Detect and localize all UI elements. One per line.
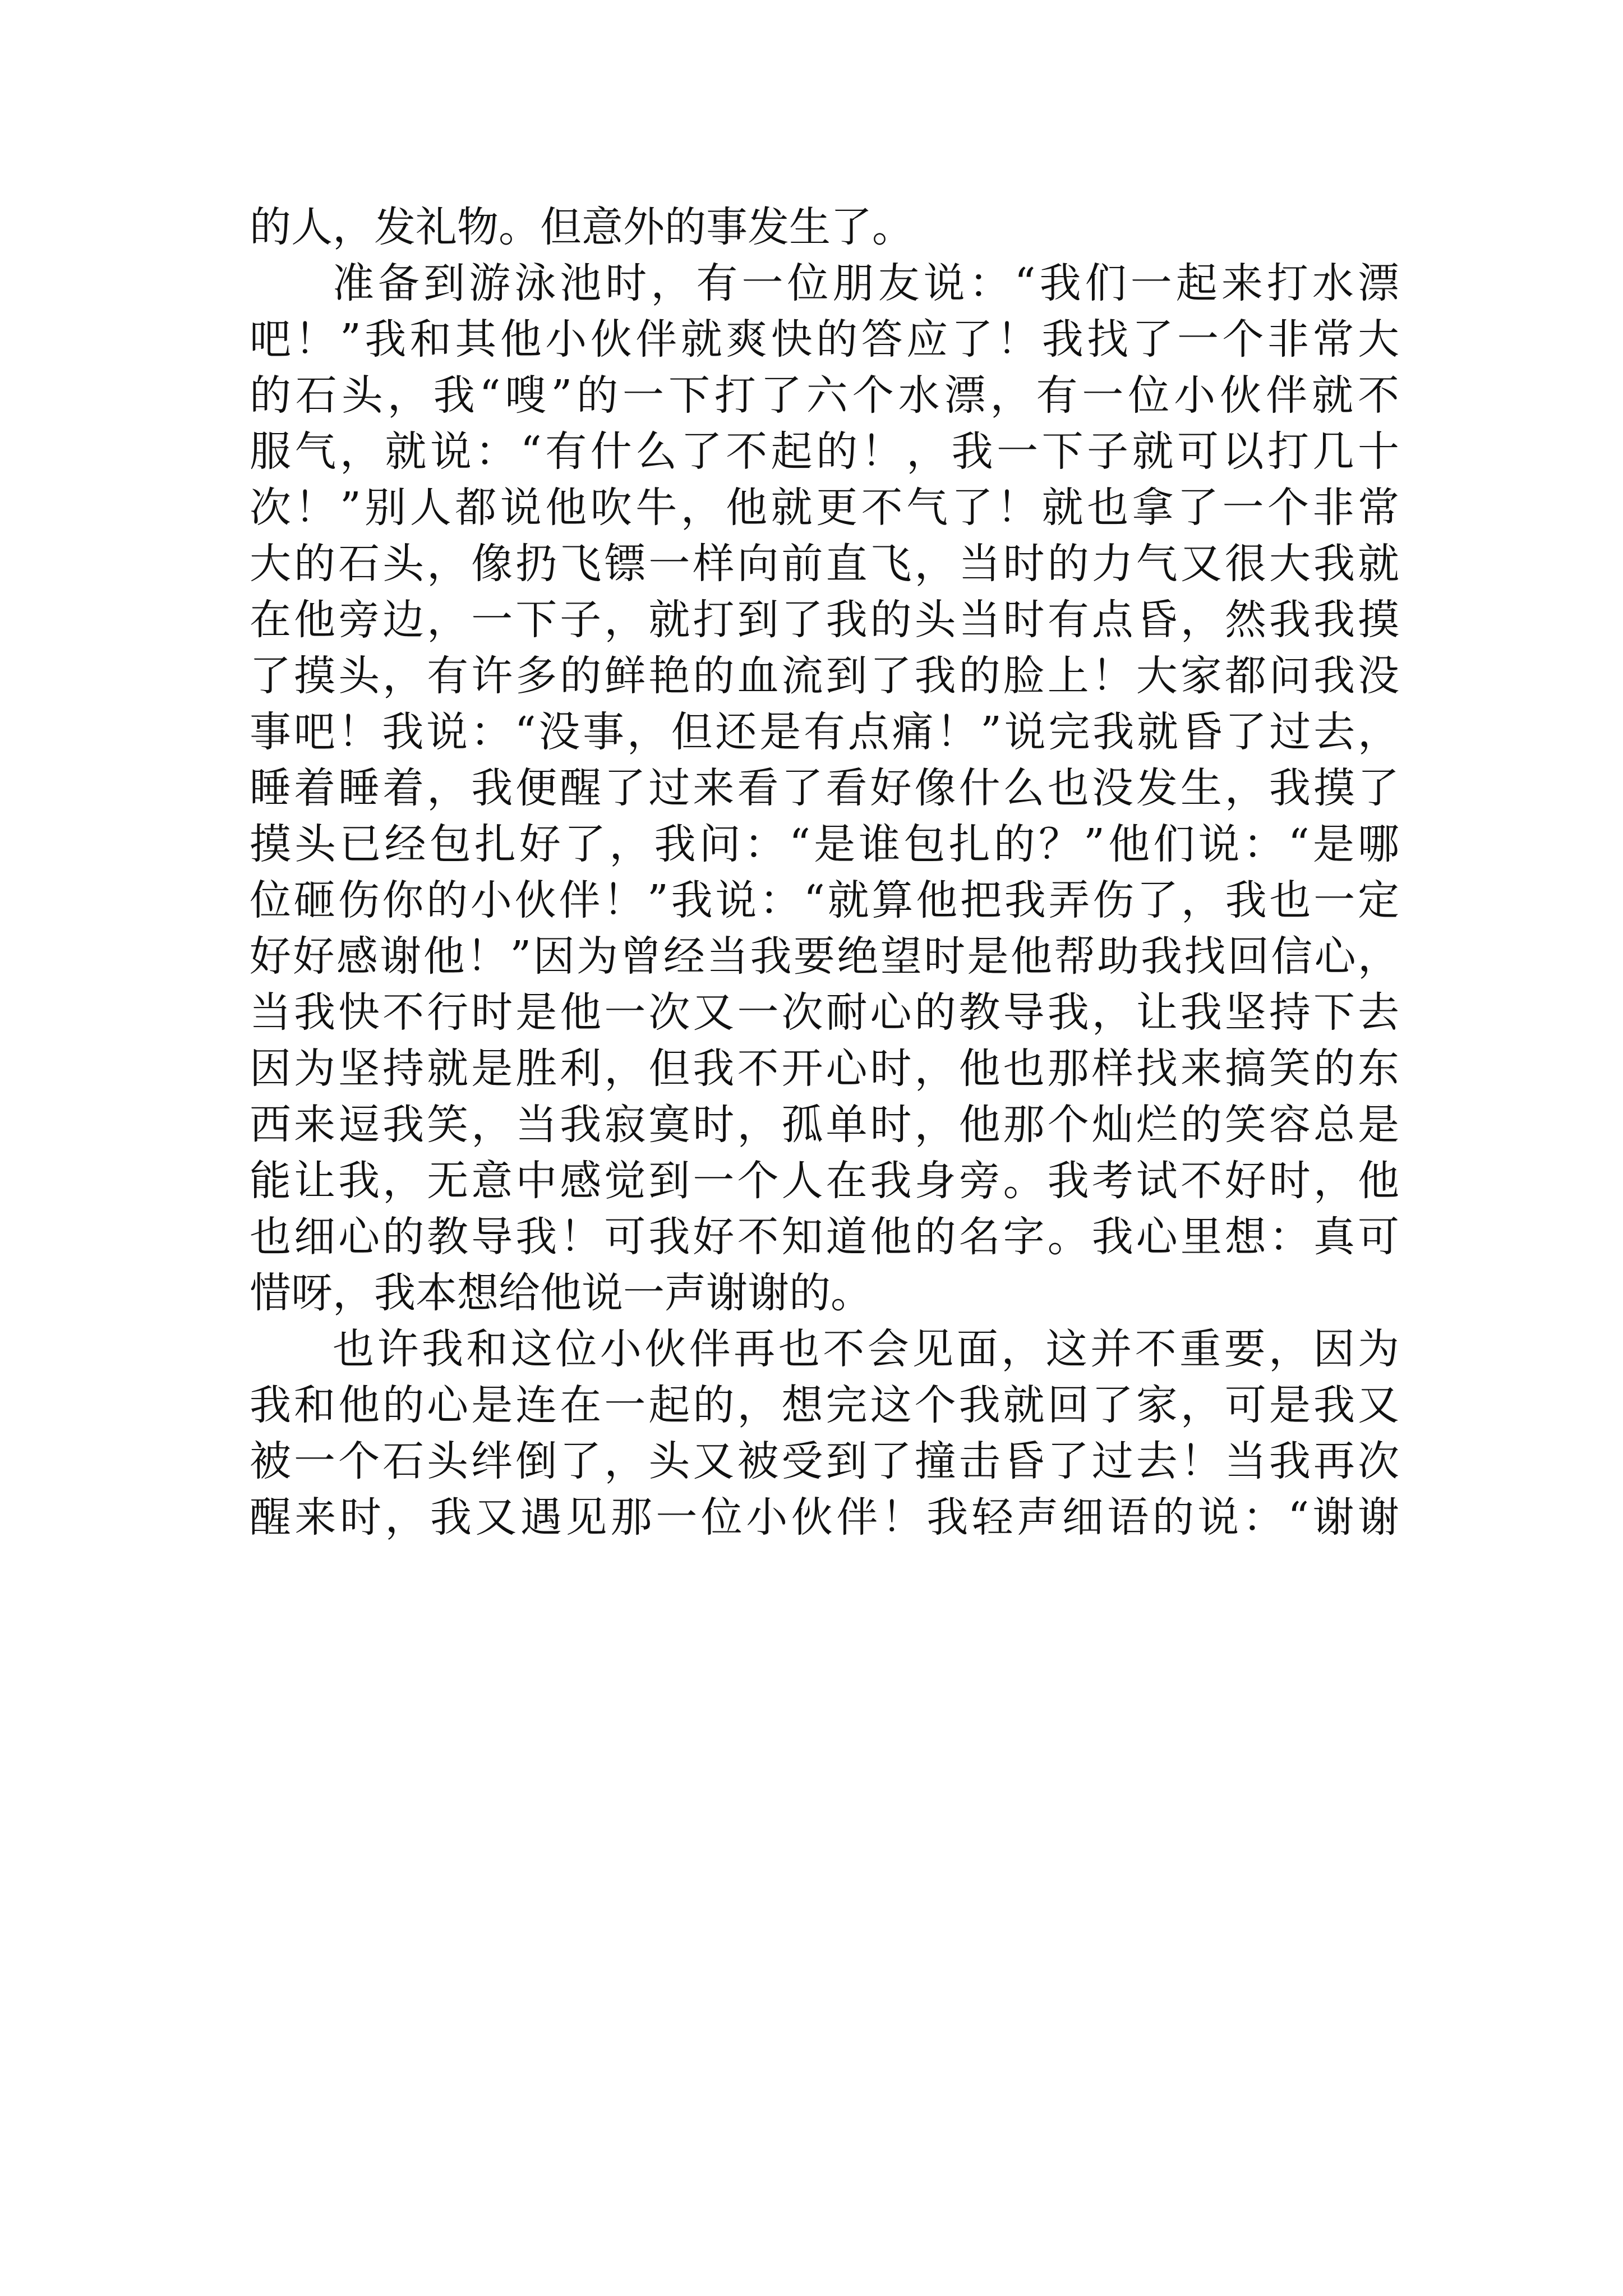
text-line: 服气，就说：“有什么了不起的！，我一下子就可以打几十 bbox=[250, 427, 1399, 476]
text-line: 当我快不行时是他一次又一次耐心的教导我，让我坚持下去 bbox=[250, 988, 1399, 1037]
text-line: 睡着睡着，我便醒了过来看了看好像什么也没发生，我摸了 bbox=[250, 764, 1399, 812]
text-line: 能让我，无意中感觉到一个人在我身旁。我考试不好时，他 bbox=[250, 1157, 1399, 1205]
text-line: 醒来时，我又遇见那一位小伙伴！我轻声细语的说：“谢谢 bbox=[250, 1493, 1399, 1542]
text-line: 的人，发礼物。但意外的事发生了。 bbox=[250, 203, 914, 251]
text-line: 好好感谢他！”因为曾经当我要绝望时是他帮助我找回信心， bbox=[250, 932, 1399, 981]
text-line: 大的石头，像扔飞镖一样向前直飞，当时的力气又很大我就 bbox=[250, 540, 1399, 588]
text-line: 的石头，我“嗖”的一下打了六个水漂，有一位小伙伴就不 bbox=[250, 371, 1399, 420]
text-line: 在他旁边，一下子，就打到了我的头当时有点昏，然我我摸 bbox=[250, 596, 1399, 644]
text-line: 因为坚持就是胜利，但我不开心时，他也那样找来搞笑的东 bbox=[250, 1045, 1399, 1093]
text-line: 位砸伤你的小伙伴！”我说：“就算他把我弄伤了，我也一定 bbox=[250, 876, 1399, 924]
text-line: 准备到游泳池时，有一位朋友说：“我们一起来打水漂 bbox=[333, 259, 1399, 307]
text-line: 被一个石头绊倒了，头又被受到了撞击昏了过去！当我再次 bbox=[250, 1437, 1399, 1485]
text-line: 次！”别人都说他吹牛，他就更不气了！就也拿了一个非常 bbox=[250, 484, 1399, 532]
text-line: 也许我和这位小伙伴再也不会见面，这并不重要，因为 bbox=[333, 1325, 1399, 1373]
text-line: 吧！”我和其他小伙伴就爽快的答应了！我找了一个非常大 bbox=[250, 315, 1399, 364]
article-body bbox=[250, 199, 1399, 1545]
text-line: 西来逗我笑，当我寂寞时，孤单时，他那个灿烂的笑容总是 bbox=[250, 1101, 1399, 1149]
text-line: 我和他的心是连在一起的，想完这个我就回了家，可是我又 bbox=[250, 1381, 1399, 1429]
text-line: 了摸头，有许多的鲜艳的血流到了我的脸上！大家都问我没 bbox=[250, 652, 1399, 700]
text-line: 摸头已经包扎好了，我问：“是谁包扎的？”他们说：“是哪 bbox=[250, 820, 1399, 868]
text-line: 事吧！我说：“没事，但还是有点痛！”说完我就昏了过去， bbox=[250, 708, 1399, 756]
text-line: 也细心的教导我！可我好不知道他的名字。我心里想：真可 bbox=[250, 1213, 1399, 1261]
text-line: 惜呀，我本想给他说一声谢谢的。 bbox=[250, 1269, 872, 1317]
